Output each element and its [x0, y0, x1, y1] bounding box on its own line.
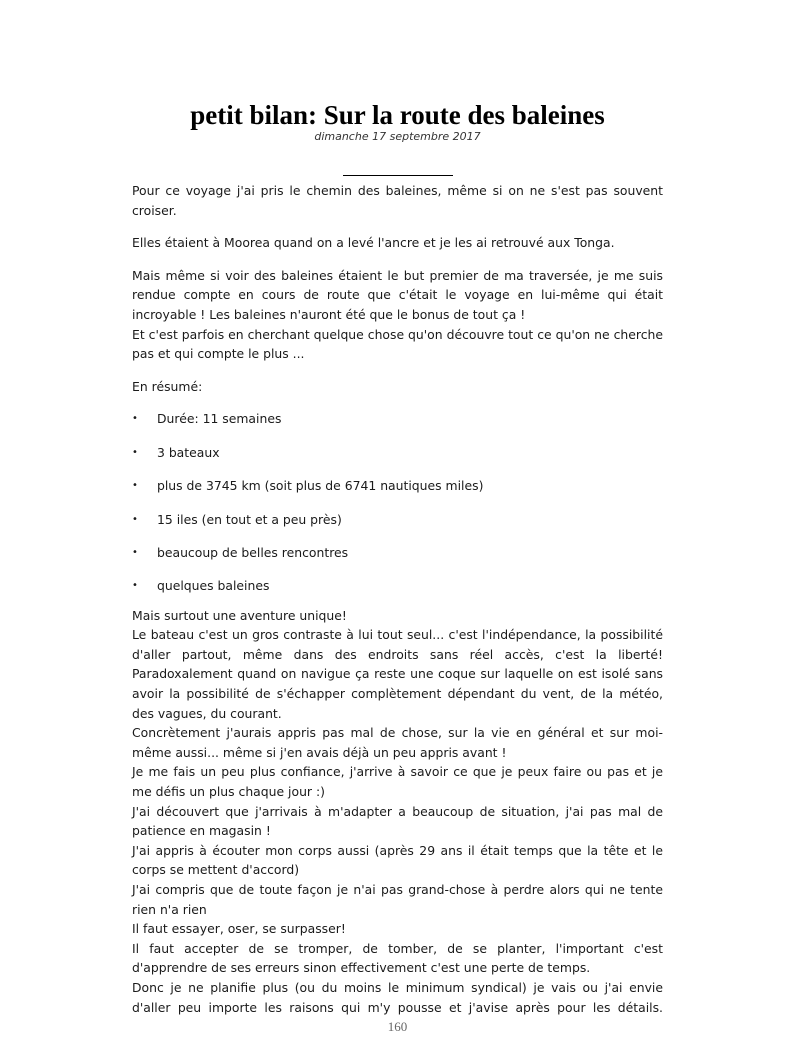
paragraph: Le bateau c'est un gros contraste à lui tout seul... c'est l'indépendance, la possibilité d'aller partout, même dans des endroits sans réel accès, c'est la liberté! Paradoxalement quand on navigue ça reste une coque sur laquelle on est isolé sans avoir la possibilité de s'échapper complètement dépendant du vent, de la météo, des vagues, du courant.	[132, 627, 663, 721]
bullet-icon: •	[132, 580, 138, 592]
list-item-text: quelques baleines	[157, 578, 270, 594]
paragraph: Mais même si voir des baleines étaient le but premier de ma traversée, je me suis rendue compte en cours de route que c'était le voyage en lui-même qui était incroyable ! Les baleines n'auront été que le bonus de tout ça !	[132, 267, 663, 322]
list-item	[132, 409, 663, 429]
list-item-text: beaucoup de belles rencontres	[157, 544, 349, 560]
list-item	[132, 576, 663, 596]
paragraph: Il faut essayer, oser, se surpasser!	[132, 921, 346, 937]
bullet-icon: •	[132, 546, 138, 558]
post-date: dimanche 17 septembre 2017	[314, 130, 481, 143]
list-item	[132, 443, 663, 463]
paragraph: Et c'est parfois en cherchant quelque chose qu'on découvre tout ce qu'on ne cherche pas et qui compte le plus ...	[132, 326, 663, 362]
paragraph: Donc je ne planifie plus (ou du moins le minimum syndical) je vais ou j'ai envie d'aller peu importe les raisons qui m'y pousse et j'avise après pour les détails.	[132, 979, 663, 1015]
summary-list	[132, 409, 663, 596]
list-item-text: 3 bateaux	[157, 444, 220, 460]
list-item	[132, 543, 663, 563]
bullet-icon: •	[132, 513, 138, 525]
list-item-text: Durée: 11 semaines	[157, 411, 282, 427]
paragraph: J'ai appris à écouter mon corps aussi (après 29 ans il était temps que la tête et le corps se mettent d'accord)	[132, 842, 663, 878]
paragraph: J'ai compris que de toute façon je n'ai pas grand-chose à perdre alors qui ne tente rien n'a rien	[132, 882, 663, 917]
list-item	[132, 510, 663, 530]
bullet-icon: •	[132, 480, 138, 492]
list-item-text: 15 iles (en tout et a peu près)	[157, 511, 342, 527]
page-number: 160	[387, 1019, 408, 1034]
paragraph: Mais surtout une aventure unique!	[132, 607, 347, 623]
article-body	[132, 181, 663, 1017]
paragraph: Pour ce voyage j'ai pris le chemin des baleines, même si on ne s'est pas souvent croiser.	[132, 183, 663, 218]
title-divider	[343, 175, 453, 176]
bullet-icon: •	[132, 446, 138, 458]
paragraph: Concrètement j'aurais appris pas mal de chose, sur la vie en général et sur moi-même aussi... même si j'en avais déjà un peu appris avant !	[132, 725, 663, 760]
paragraph: Je me fais un peu plus confiance, j'arrive à savoir ce que je peux faire ou pas et je me défis un plus chaque jour :)	[132, 764, 663, 800]
summary-intro: En résumé:	[132, 378, 203, 394]
bullet-icon: •	[132, 413, 138, 425]
list-item-text: plus de 3745 km (soit plus de 6741 nautiques miles)	[157, 478, 484, 494]
paragraph: J'ai découvert que j'arrivais à m'adapter a beaucoup de situation, j'ai pas mal de patience en magasin !	[132, 803, 663, 839]
paragraph: Il faut accepter de se tromper, de tomber, de se planter, l'important c'est d'apprendre de ses erreurs sinon effectivement c'est une perte de temps.	[132, 940, 663, 976]
paragraph: Elles étaient à Moorea quand on a levé l'ancre et je les ai retrouvé aux Tonga.	[132, 235, 615, 251]
page-title: petit bilan: Sur la route des baleines	[190, 100, 605, 130]
list-item	[132, 476, 663, 496]
